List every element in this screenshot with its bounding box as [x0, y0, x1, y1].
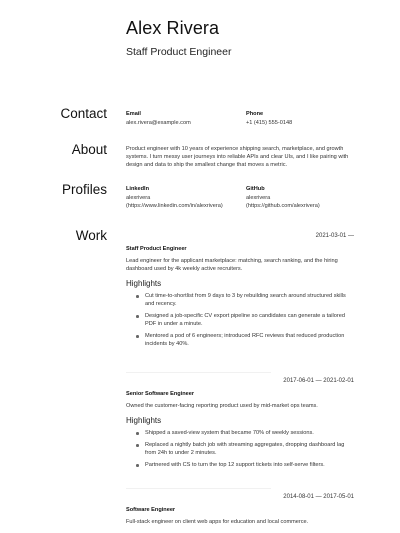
highlight-text: Cut time-to-shortlist from 9 days to 3 by rebuilding search around structured skills and recency. — [145, 293, 346, 307]
phone-label: Phone — [246, 111, 264, 117]
section-title-work: Work — [75, 228, 107, 243]
about-text: Product engineer with 10 years of experience shipping search, marketplace, and growth systems. I turn messy user journeys into reliable APIs and clear UIs, and I like pairing with design and data to ship the smallest change that moves a metric. — [126, 146, 349, 168]
email-field — [126, 111, 241, 127]
bullet-icon — [136, 335, 139, 338]
section-title-about: About — [71, 142, 107, 157]
resume-header — [126, 18, 231, 58]
bullet-icon — [136, 444, 139, 447]
linkedin-username: alexrivera — [126, 195, 151, 201]
highlights-heading: Highlights — [126, 279, 162, 288]
highlights-heading: Highlights — [126, 416, 162, 425]
highlight-text: Replaced a nightly batch job with streaming aggregates, dropping dashboard lag from 24h to under 2 minutes. — [145, 442, 345, 456]
linkedin-label: LinkedIn — [126, 186, 149, 192]
job-title: Senior Software Engineer — [126, 391, 195, 397]
list-item — [136, 429, 354, 437]
list-item — [136, 441, 354, 457]
candidate-name: Alex Rivera — [126, 18, 220, 38]
job-dates: 2017-06-01 — 2021-02-01 — [283, 378, 354, 384]
email-label: Email — [126, 111, 141, 117]
work-entry — [126, 378, 354, 473]
job-dates: 2014-08-01 — 2017-05-01 — [283, 494, 354, 500]
highlight-text: Partnered with CS to turn the top 12 support tickets into self-serve filters. — [145, 462, 325, 468]
github-label: GitHub — [246, 186, 265, 192]
highlights-list — [126, 292, 354, 348]
job-description: Lead engineer for the applicant marketplace: matching, search ranking, and the hiring dashboard used by 4k weekly active recruiters. — [126, 258, 338, 272]
list-item — [136, 292, 354, 308]
job-title: Software Engineer — [126, 507, 176, 513]
linkedin-link[interactable]: (https://www.linkedin.com/in/alexrivera) — [126, 203, 223, 209]
list-item — [136, 461, 354, 469]
list-item — [136, 332, 354, 348]
github-link[interactable]: (https://github.com/alexrivera) — [246, 203, 320, 209]
bullet-icon — [136, 464, 139, 467]
bullet-icon — [136, 315, 139, 318]
highlight-text: Designed a job-specific CV export pipeline so candidates can generate a tailored PDF in under a minute. — [145, 313, 345, 327]
work-entry — [126, 494, 354, 526]
bullet-icon — [136, 295, 139, 298]
highlight-text: Shipped a saved-view system that became 70% of weekly sessions. — [145, 430, 314, 436]
bullet-icon — [136, 432, 139, 435]
divider — [126, 488, 271, 489]
candidate-role: Staff Product Engineer — [126, 46, 232, 58]
highlight-text: Mentored a pod of 6 engineers; introduced RFC reviews that reduced production incidents by 40%. — [145, 333, 345, 347]
github-username: alexrivera — [246, 195, 271, 201]
email-value[interactable]: alex.rivera@example.com — [126, 120, 191, 126]
phone-value[interactable]: +1 (415) 555-0148 — [246, 120, 293, 126]
job-dates: 2021-03-01 — — [315, 233, 354, 239]
linkedin-profile — [126, 186, 246, 210]
highlights-list — [126, 429, 354, 469]
job-description: Full-stack engineer on client web apps for education and local commerce. — [126, 519, 309, 525]
section-title-profiles: Profiles — [61, 182, 107, 197]
section-title-contact: Contact — [60, 106, 107, 121]
job-description: Owned the customer-facing reporting product used by mid-market ops teams. — [126, 403, 318, 409]
phone-field — [246, 111, 361, 127]
divider — [126, 372, 271, 373]
job-title: Staff Product Engineer — [126, 246, 187, 252]
work-entry — [126, 233, 354, 352]
list-item — [136, 312, 354, 328]
github-profile — [246, 186, 361, 210]
